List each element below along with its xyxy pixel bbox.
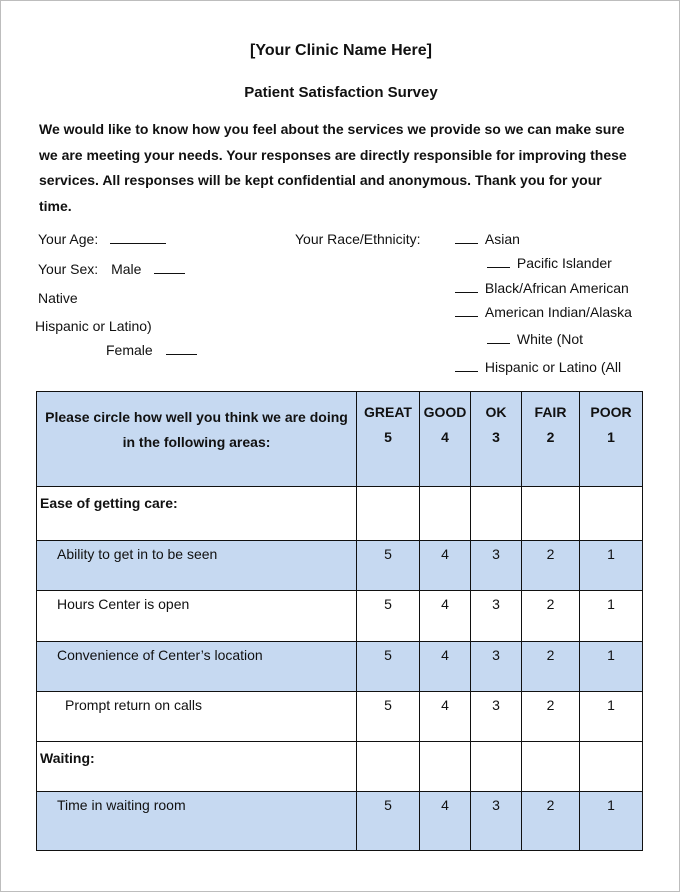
rating-label: POOR bbox=[590, 404, 632, 420]
table-row-section bbox=[37, 742, 643, 792]
rating-option[interactable]: 4 bbox=[420, 591, 471, 642]
rating-option[interactable]: 5 bbox=[357, 692, 420, 742]
intro-paragraph bbox=[39, 117, 651, 219]
section-label: Waiting: bbox=[37, 742, 357, 792]
empty-cell bbox=[471, 742, 522, 792]
male-blank[interactable] bbox=[154, 261, 185, 274]
rating-value: 3 bbox=[492, 429, 500, 445]
rating-label: GOOD bbox=[423, 404, 467, 420]
table-row bbox=[37, 642, 643, 692]
rating-option[interactable]: 2 bbox=[522, 642, 580, 692]
option-blank[interactable] bbox=[455, 304, 478, 317]
rating-option[interactable]: 3 bbox=[471, 591, 522, 642]
rating-option[interactable]: 1 bbox=[580, 591, 643, 642]
rating-label: OK bbox=[485, 404, 507, 420]
sex-row bbox=[38, 261, 185, 277]
option-label: Black/African American bbox=[484, 280, 629, 296]
question-line: Please circle how well you think we are doing bbox=[45, 409, 348, 425]
item-label: Hours Center is open bbox=[37, 591, 357, 642]
rating-table bbox=[36, 391, 643, 851]
rating-value: 4 bbox=[441, 429, 449, 445]
table-header-row bbox=[37, 392, 643, 487]
item-label: Convenience of Center’s location bbox=[37, 642, 357, 692]
rating-option[interactable]: 2 bbox=[522, 792, 580, 851]
race-option-hispanic[interactable] bbox=[455, 359, 621, 375]
rating-label: GREAT bbox=[364, 404, 412, 420]
option-blank[interactable] bbox=[487, 255, 510, 268]
option-blank[interactable] bbox=[455, 280, 478, 293]
intro-line: time. bbox=[39, 197, 72, 214]
rating-option[interactable]: 1 bbox=[580, 792, 643, 851]
rating-option[interactable]: 4 bbox=[420, 541, 471, 591]
empty-cell bbox=[580, 487, 643, 541]
rating-header-fair bbox=[522, 392, 580, 487]
rating-header-ok bbox=[471, 392, 522, 487]
option-label: White (Not bbox=[516, 331, 584, 347]
rating-option[interactable]: 3 bbox=[471, 692, 522, 742]
table-row bbox=[37, 541, 643, 591]
intro-line: we are meeting your needs. Your responses are directly responsible for improving these bbox=[39, 146, 627, 163]
empty-cell bbox=[357, 742, 420, 792]
item-label: Time in waiting room bbox=[37, 792, 357, 851]
age-blank[interactable] bbox=[110, 231, 166, 244]
option-label: American Indian/Alaska bbox=[484, 304, 632, 320]
item-label: Ability to get in to be seen bbox=[37, 541, 357, 591]
race-option-white[interactable] bbox=[487, 331, 583, 347]
option-label: Asian bbox=[484, 231, 520, 247]
section-label: Ease of getting care: bbox=[37, 487, 357, 541]
option-blank[interactable] bbox=[455, 359, 478, 372]
rating-option[interactable]: 2 bbox=[522, 541, 580, 591]
rating-option[interactable]: 3 bbox=[471, 792, 522, 851]
option-label: Pacific Islander bbox=[516, 255, 612, 271]
rating-option[interactable]: 2 bbox=[522, 591, 580, 642]
rating-option[interactable]: 2 bbox=[522, 692, 580, 742]
female-label: Female bbox=[106, 342, 153, 358]
race-option-black[interactable] bbox=[455, 280, 629, 296]
race-option-pacific-islander[interactable] bbox=[487, 255, 612, 271]
rating-value: 2 bbox=[546, 429, 555, 445]
age-row bbox=[38, 231, 166, 247]
table-row bbox=[37, 792, 643, 851]
clinic-name: [Your Clinic Name Here] bbox=[250, 42, 432, 59]
rating-header-great bbox=[357, 392, 420, 487]
rating-value: 1 bbox=[607, 429, 615, 445]
age-label: Your Age: bbox=[38, 231, 99, 247]
empty-cell bbox=[357, 487, 420, 541]
rating-label: FAIR bbox=[534, 404, 567, 420]
question-header bbox=[37, 392, 357, 487]
empty-cell bbox=[522, 742, 580, 792]
race-option-asian[interactable] bbox=[455, 231, 520, 247]
rating-option[interactable]: 5 bbox=[357, 792, 420, 851]
rating-header-poor bbox=[580, 392, 643, 487]
rating-option[interactable]: 1 bbox=[580, 541, 643, 591]
rating-option[interactable]: 5 bbox=[357, 541, 420, 591]
rating-option[interactable]: 3 bbox=[471, 642, 522, 692]
intro-line: services. All responses will be kept confidential and anonymous. Thank you for your bbox=[39, 172, 602, 188]
table-row bbox=[37, 692, 643, 742]
female-row bbox=[106, 342, 197, 358]
option-blank[interactable] bbox=[487, 331, 510, 344]
option-blank[interactable] bbox=[455, 231, 478, 244]
empty-cell bbox=[522, 487, 580, 541]
rating-option[interactable]: 4 bbox=[420, 692, 471, 742]
stray-hispanic-text: Hispanic or Latino) bbox=[35, 318, 152, 334]
table-row-section bbox=[37, 487, 643, 541]
race-option-american-indian[interactable] bbox=[455, 304, 632, 320]
option-label: Hispanic or Latino (All bbox=[484, 359, 622, 375]
race-label: Your Race/Ethnicity: bbox=[295, 231, 421, 247]
stray-native-text: Native bbox=[38, 290, 78, 306]
rating-option[interactable]: 4 bbox=[420, 642, 471, 692]
intro-line: We would like to know how you feel about the services we provide so we can make sure bbox=[39, 121, 625, 137]
empty-cell bbox=[420, 742, 471, 792]
rating-header-good bbox=[420, 392, 471, 487]
rating-option[interactable]: 4 bbox=[420, 792, 471, 851]
rating-option[interactable]: 3 bbox=[471, 541, 522, 591]
item-label: Prompt return on calls bbox=[37, 692, 357, 742]
female-blank[interactable] bbox=[166, 342, 197, 355]
rating-option[interactable]: 1 bbox=[580, 692, 643, 742]
sex-label: Your Sex: bbox=[38, 261, 99, 277]
empty-cell bbox=[471, 487, 522, 541]
empty-cell bbox=[420, 487, 471, 541]
rating-option[interactable]: 1 bbox=[580, 642, 643, 692]
male-label: Male bbox=[111, 261, 142, 277]
survey-title: Patient Satisfaction Survey bbox=[244, 84, 438, 101]
empty-cell bbox=[580, 742, 643, 792]
rating-option[interactable]: 5 bbox=[357, 642, 420, 692]
question-line: in the following areas: bbox=[122, 434, 271, 450]
table-row bbox=[37, 591, 643, 642]
rating-value: 5 bbox=[384, 429, 392, 445]
rating-option[interactable]: 5 bbox=[357, 591, 420, 642]
